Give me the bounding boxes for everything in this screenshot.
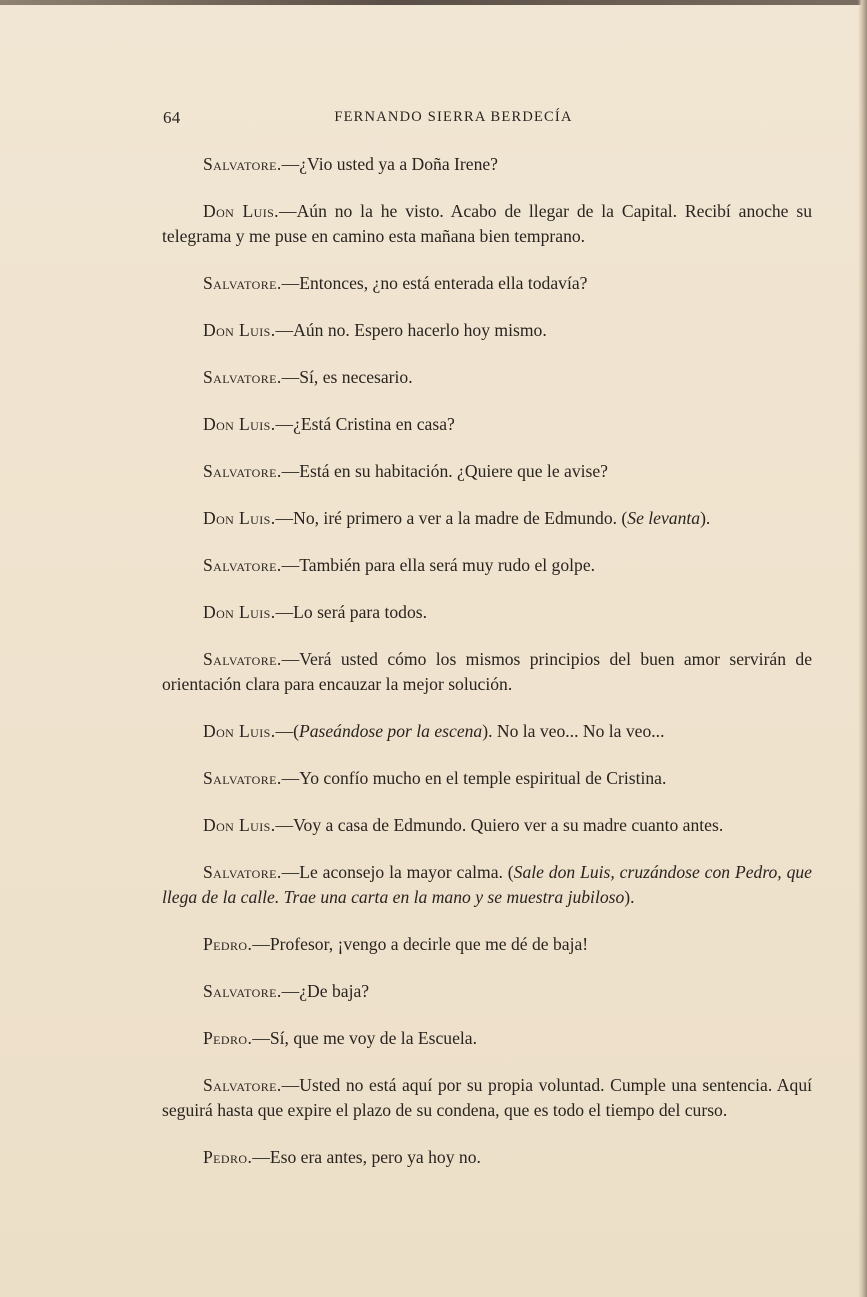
speaker-name: Salvatore. <box>203 981 282 1001</box>
speech: —También para ella será muy rudo el golpe. <box>281 555 596 575</box>
speaker-name: Salvatore. <box>203 154 282 174</box>
speaker-name: Salvatore. <box>203 461 282 481</box>
dialogue-line <box>162 1145 812 1170</box>
dialogue-line <box>162 647 812 697</box>
speaker-name: Salvatore. <box>203 768 282 788</box>
speech: —¿Está Cristina en casa? <box>275 414 455 434</box>
speech: —¿Vio usted ya a Doña Irene? <box>281 154 498 174</box>
speech: —No, iré primero a ver a la madre de Edmundo. ( <box>275 508 628 528</box>
dialogue-line <box>162 1073 812 1123</box>
dialogue-line <box>162 318 812 343</box>
speech: —Verá usted cómo los mismos principios del buen amor servirán de orientación clara para encauzar la mejor solución. <box>162 649 812 694</box>
speaker-name: Don Luis. <box>203 815 276 835</box>
dialogue-line <box>162 506 812 531</box>
speech: —¿De baja? <box>281 981 370 1001</box>
stage-direction: Paseándose por la escena <box>298 721 483 741</box>
speaker-name: Don Luis. <box>203 721 276 741</box>
dialogue-line <box>162 766 812 791</box>
speech: —Aún no la he visto. Acabo de llegar de la Capital. Recibí anoche su telegrama y me puse en camino esta mañana bien temprano. <box>162 201 812 246</box>
speaker-name: Salvatore. <box>203 555 282 575</box>
speaker-name: Pedro. <box>203 1147 253 1167</box>
speaker-name: Don Luis. <box>203 320 276 340</box>
dialogue-line <box>162 365 812 390</box>
speaker-name: Salvatore. <box>203 649 282 669</box>
dialogue-line <box>162 600 812 625</box>
speech: —Voy a casa de Edmundo. Quiero ver a su madre cuanto antes. <box>275 815 724 835</box>
speaker-name: Salvatore. <box>203 367 282 387</box>
speech: —Eso era antes, pero ya hoy no. <box>252 1147 481 1167</box>
running-head: FERNANDO SIERRA BERDECÍA <box>334 109 573 125</box>
speaker-name: Don Luis. <box>203 602 276 622</box>
dialogue-line <box>162 199 812 249</box>
speech: —Lo será para todos. <box>275 602 427 622</box>
speaker-name: Pedro. <box>203 934 253 954</box>
speech: —Aún no. Espero hacerlo hoy mismo. <box>275 320 547 340</box>
page-right-edge <box>858 0 867 1297</box>
speaker-name: Don Luis. <box>203 201 279 221</box>
speech: —Profesor, ¡vengo a decirle que me dé de baja! <box>252 934 589 954</box>
page-number: 64 <box>163 108 181 127</box>
dialogue-line <box>162 860 812 910</box>
speech: —Yo confío mucho en el temple espiritual de Cristina. <box>281 768 667 788</box>
speech-end: ). <box>624 887 635 907</box>
speech: —Sí, que me voy de la Escuela. <box>252 1028 477 1048</box>
stage-direction: Se levanta <box>627 508 701 528</box>
dialogue-line <box>162 412 812 437</box>
dialogue-text <box>162 152 812 1192</box>
dialogue-line <box>162 1026 812 1051</box>
dialogue-line <box>162 271 812 296</box>
dialogue-line <box>162 152 812 177</box>
page-header <box>0 108 867 132</box>
dialogue-line <box>162 553 812 578</box>
speaker-name: Don Luis. <box>203 508 276 528</box>
speech-end: ). <box>700 508 711 528</box>
speech: —Está en su habitación. ¿Quiere que le avise? <box>281 461 608 481</box>
speaker-name: Don Luis. <box>203 414 276 434</box>
speech-end: ). No la veo... No la veo... <box>482 721 665 741</box>
speech: —( <box>275 721 299 741</box>
stage-direction: Sale don Luis, cruzándose con Pedro, que llega de la calle. Trae una carta en la mano y se muestra jubiloso <box>162 862 812 907</box>
speech: —Le aconsejo la mayor calma. ( <box>281 862 514 882</box>
speech: —Usted no está aquí por su propia voluntad. Cumple una sentencia. Aquí seguirá hasta que expire el plazo de su condena, que es todo el tiempo del curso. <box>162 1075 812 1120</box>
speaker-name: Salvatore. <box>203 862 282 882</box>
dialogue-line <box>162 932 812 957</box>
dialogue-line <box>162 719 812 744</box>
speaker-name: Salvatore. <box>203 1075 282 1095</box>
speech: —Entonces, ¿no está enterada ella todavía? <box>281 273 588 293</box>
speech: —Sí, es necesario. <box>281 367 413 387</box>
speaker-name: Pedro. <box>203 1028 253 1048</box>
speaker-name: Salvatore. <box>203 273 282 293</box>
dialogue-line <box>162 979 812 1004</box>
page-top-edge <box>0 0 867 5</box>
dialogue-line <box>162 813 812 838</box>
dialogue-line <box>162 459 812 484</box>
